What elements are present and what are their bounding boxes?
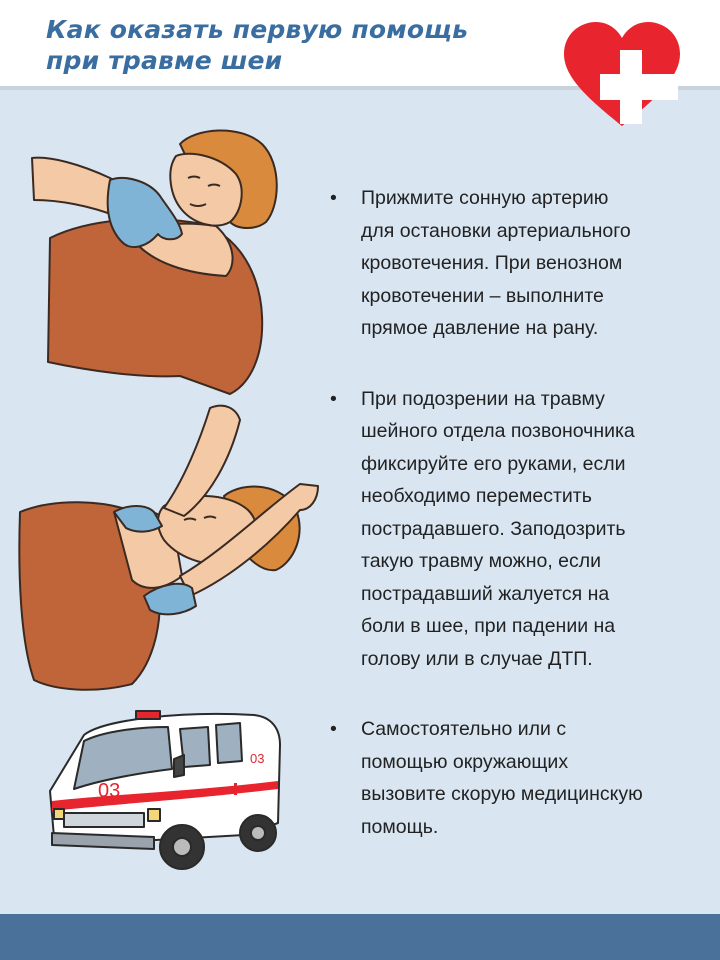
carotid-press-illustration (30, 126, 280, 398)
instruction-line: пострадавший жалуется на (361, 582, 610, 605)
instruction-line: пострадавшего. Заподозрить (361, 517, 626, 540)
instruction-line: необходимо переместить (361, 485, 592, 507)
instruction-line: для остановки артериального (361, 219, 631, 242)
instruction-item-3 (330, 713, 690, 843)
bullet-marker: • (330, 387, 337, 410)
instructions-list (330, 182, 690, 843)
bullet-marker: • (330, 187, 337, 209)
instruction-line: шейного отдела позвоночника (361, 420, 635, 442)
title-line-1: Как оказать первую помощь (46, 15, 469, 44)
ambulance-illustration (44, 705, 284, 877)
instruction-line: При подозрении на травму (361, 387, 605, 410)
page-title (46, 14, 566, 76)
title-line-2: при травме шеи (46, 46, 283, 75)
instruction-line: кровотечения. При венозном (361, 252, 623, 274)
instruction-line: Прижмите сонную артерию (361, 187, 609, 209)
instruction-line: кровотечении – выполните (361, 284, 604, 307)
neck-stabilize-illustration (14, 400, 324, 695)
ambulance-number-front: 03 (98, 780, 121, 802)
footer-bar (0, 914, 720, 960)
instruction-line: вызовите скорую медицинскую (361, 783, 643, 805)
instruction-line: помощь. (361, 815, 439, 838)
instruction-line: боли в шее, при падении на (361, 615, 616, 637)
instruction-item-2 (330, 383, 690, 676)
heart-cross-icon (560, 18, 685, 133)
bullet-marker: • (330, 718, 337, 740)
instruction-line: фиксируйте его руками, если (361, 452, 626, 475)
instruction-item-1 (330, 182, 690, 345)
instruction-line: Самостоятельно или с (361, 718, 567, 740)
instruction-line: прямое давление на рану. (361, 317, 599, 339)
instruction-line: помощью окружающих (361, 750, 569, 773)
instruction-line: такую травму можно, если (361, 550, 602, 572)
ambulance-number-side: 03 (250, 751, 265, 766)
instruction-line: голову или в случае ДТП. (361, 647, 593, 670)
